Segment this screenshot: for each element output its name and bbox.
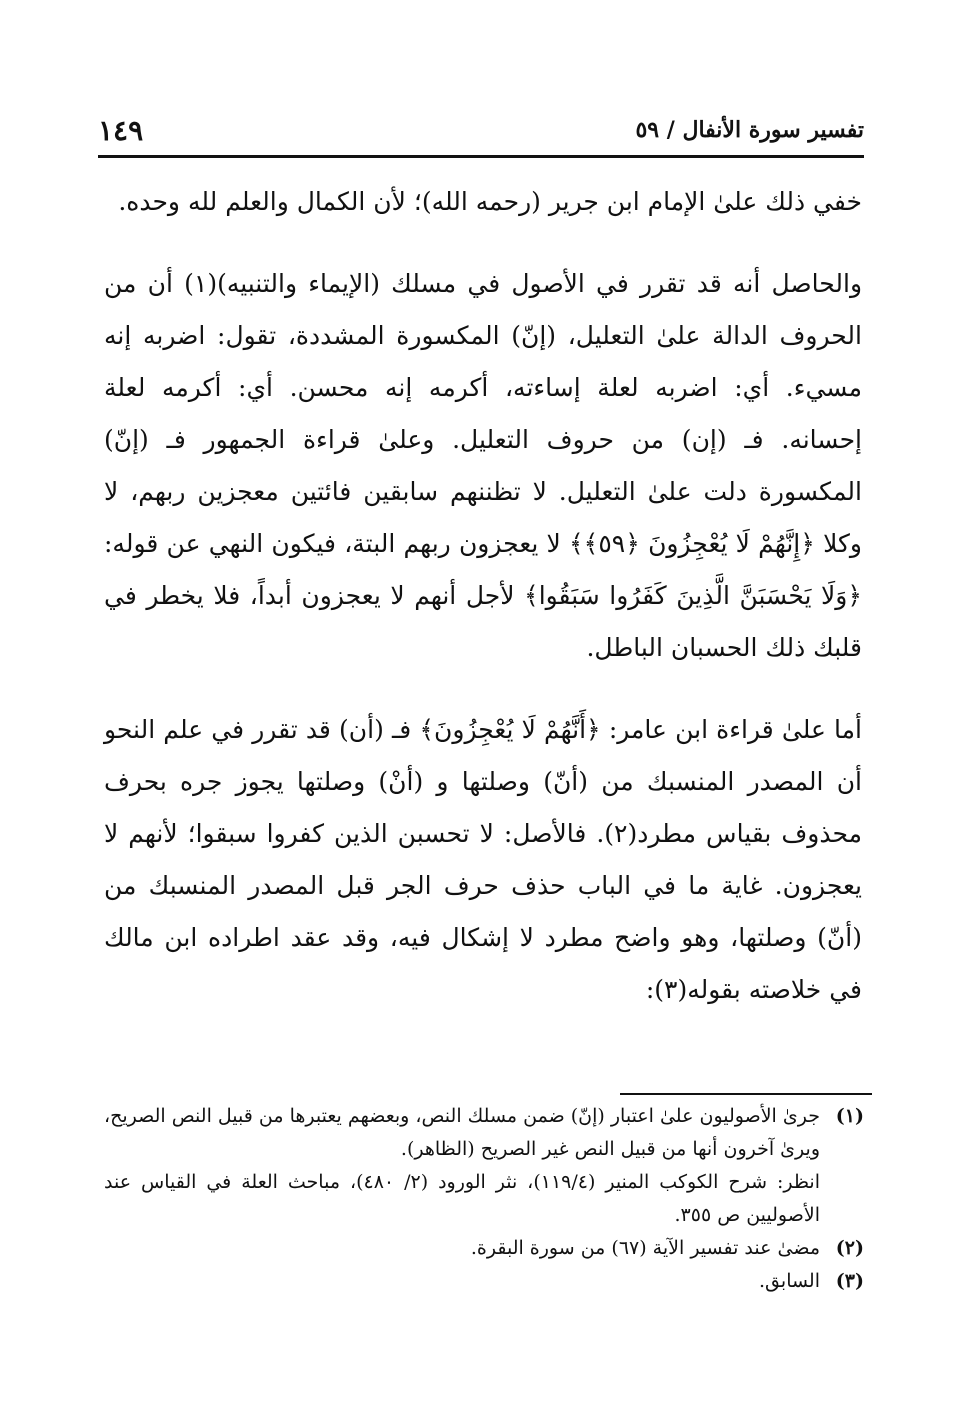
footnote-text: جرىٰ الأصوليون علىٰ اعتبار (إنّ) ضمن مسلك النص، وبعضهم يعتبرها من قبيل النص الصريح، ويرىٰ آخرون أنها من قبيل النص غير الصريح (الظاهر).: [104, 1105, 820, 1160]
page-number: ١٤٩: [98, 113, 144, 147]
footnote-2: [104, 1232, 864, 1265]
footnote-text: السابق.: [759, 1270, 820, 1292]
footnote-text: مضىٰ عند تفسير الآية (٦٧) من سورة البقرة.: [470, 1237, 820, 1259]
header-title: تفسير سورة الأنفال / ٥٩: [635, 117, 864, 143]
paragraph-1: خفي ذلك علىٰ الإمام ابن جرير (رحمه الله)؛ لأن الكمال والعلم لله وحده.: [118, 187, 862, 216]
paragraph-2: والحاصل أنه قد تقرر في الأصول في مسلك (الإيماء والتنبيه)(١) أن من الحروف الدالة علىٰ التعليل، (إنّ) المكسورة المشددة، تقول: اضربه إنه مسيء. أي: اضربه لعلة إساءته، أكرمه إنه محسن. أي: أكرمه لعلة إحسانه. فـ (إن) من حروف التعليل. وعلىٰ قراءة الجمهور فـ (إنّ) المكسورة دلت علىٰ التعليل. لا تظننهم سابقين فائتين معجزين ربهم، لا وكلا ﴿إِنَّهُمْ لَا يُعْجِزُونَ ﴿٥٩﴾﴾ لا يعجزون ربهم البتة، فيكون النهي عن قوله: ﴿وَلَا يَحْسَبَنَّ الَّذِينَ كَفَرُوا سَبَقُوا﴾ لأجل أنهم لا يعجزون أبداً، فلا يخطر في قلبك ذلك الحسبان الباطل.: [104, 269, 863, 662]
footnote-1: [104, 1100, 864, 1166]
paragraph-3: أما علىٰ قراءة ابن عامر: ﴿أَنَّهُمْ لَا يُعْجِزُونَ﴾ فـ (أن) قد تقرر في علم النحو أن المصدر المنسبك من (أنّ) وصلتها و (أنْ) وصلتها يجوز جره بحرف محذوف بقياس مطرد(٢). فالأصل: لا تحسبن الذين كفروا سبقوا؛ لأنهم لا يعجزون. غاية ما في الباب حذف حرف الجر قبل المصدر المنسبك من (أنّ) وصلتها، وهو واضح مطرد لا إشكال فيه، وقد عقد اطراده ابن مالك في خلاصته بقوله(٣):: [104, 715, 862, 1004]
footnote-rule: [620, 1093, 872, 1095]
main-text: [104, 176, 862, 1016]
footnote-number: (٢): [835, 1237, 864, 1259]
header-rule: [98, 155, 864, 158]
footnote-1-reference: انظر: شرح الكوكب المنير (١١٩/٤)، نثر الورود (٢/ ٤٨٠)، مباحث العلة في القياس عند الأصوليين ص ٣٥٥.: [104, 1171, 820, 1226]
running-header: [98, 108, 864, 152]
footnote-number: (١): [835, 1105, 864, 1127]
footnote-number: (٣): [835, 1270, 864, 1292]
footnotes: [104, 1100, 864, 1298]
footnote-3: [104, 1265, 864, 1298]
